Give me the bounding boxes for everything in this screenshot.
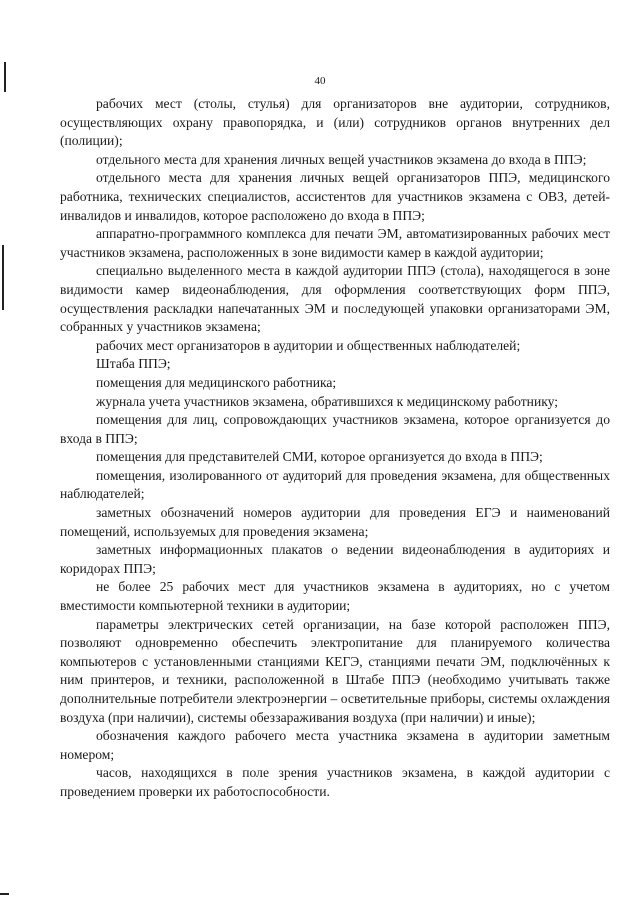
paragraph: отдельного места для хранения личных вещей участников экзамена до входа в ППЭ; <box>96 151 587 167</box>
document-body <box>60 95 610 802</box>
paragraph: помещения для лиц, сопровождающих участников экзамена, которое организуется до входа в ППЭ; <box>60 412 610 446</box>
paragraph: Штаба ППЭ; <box>96 356 171 372</box>
paragraph: помещения, изолированного от аудиторий для проведения экзамена, для общественных наблюдателей; <box>60 467 610 502</box>
paragraph: заметных обозначений номеров аудитории для проведения ЕГЭ и наименований помещений, используемых для проведения экзамена; <box>60 505 610 539</box>
paragraph: специально выделенного места в каждой аудитории ППЭ (стола), находящегося в зоне видимости камер видеонаблюдения, для оформления соответствующих форм ППЭ, осуществления раскладки напечатанных ЭМ и последующей упаковки организаторами ЭМ, собранных у участников экзамена; <box>60 263 610 335</box>
paragraph: заметных информационных плакатов о ведении видеонаблюдения в аудиториях и коридорах ППЭ; <box>60 542 610 576</box>
scan-mark-left-middle <box>2 245 4 310</box>
paragraph: отдельного места для хранения личных вещей организаторов ППЭ, медицинского работника, технических специалистов, ассистентов для участников экзамена с ОВЗ, детей-инвалидов и инвалидов, которое расположено до входа в ППЭ; <box>60 170 610 223</box>
paragraph: часов, находящихся в поле зрения участников экзамена, в каждой аудитории с проведением проверки их работоспособности. <box>60 765 610 799</box>
scan-mark-left-bottom <box>0 893 9 895</box>
paragraph: параметры электрических сетей организации, на базе которой расположен ППЭ, позволяют одновременно обеспечить электропитание для планируемого количества компьютеров с установленными станциями КЕГЭ, станциями печати ЭМ, подключённых к ним принтеров, и техники, расположенной в Штабе ППЭ (необходимо учитывать также дополнительные потребители электроэнергии – осветительные приборы, системы охлаждения воздуха (при наличии), системы обеззараживания воздуха (при наличии) и иные); <box>60 616 610 725</box>
paragraph: не более 25 рабочих мест для участников экзамена в аудиториях, но с учетом вместимости компьютерной техники в аудитории; <box>60 579 610 614</box>
paragraph: рабочих мест (столы, стулья) для организаторов вне аудитории, сотрудников, осуществляющих охрану правопорядка, и (или) сотрудников органов внутренних дел (полиции); <box>60 96 610 149</box>
paragraph: аппаратно-программного комплекса для печати ЭМ, автоматизированных рабочих мест участников экзамена, расположенных в зоне видимости камер в каждой аудитории; <box>60 226 610 260</box>
paragraph: обозначения каждого рабочего места участника экзамена в аудитории заметным номером; <box>60 728 610 762</box>
paragraph: рабочих мест организаторов в аудитории и общественных наблюдателей; <box>96 337 521 353</box>
paragraph: помещения для представителей СМИ, которое организуется до входа в ППЭ; <box>96 449 543 465</box>
paragraph: помещения для медицинского работника; <box>96 374 337 390</box>
paragraph: журнала учета участников экзамена, обратившихся к медицинскому работнику; <box>96 393 559 409</box>
page-number: 40 <box>314 75 326 87</box>
